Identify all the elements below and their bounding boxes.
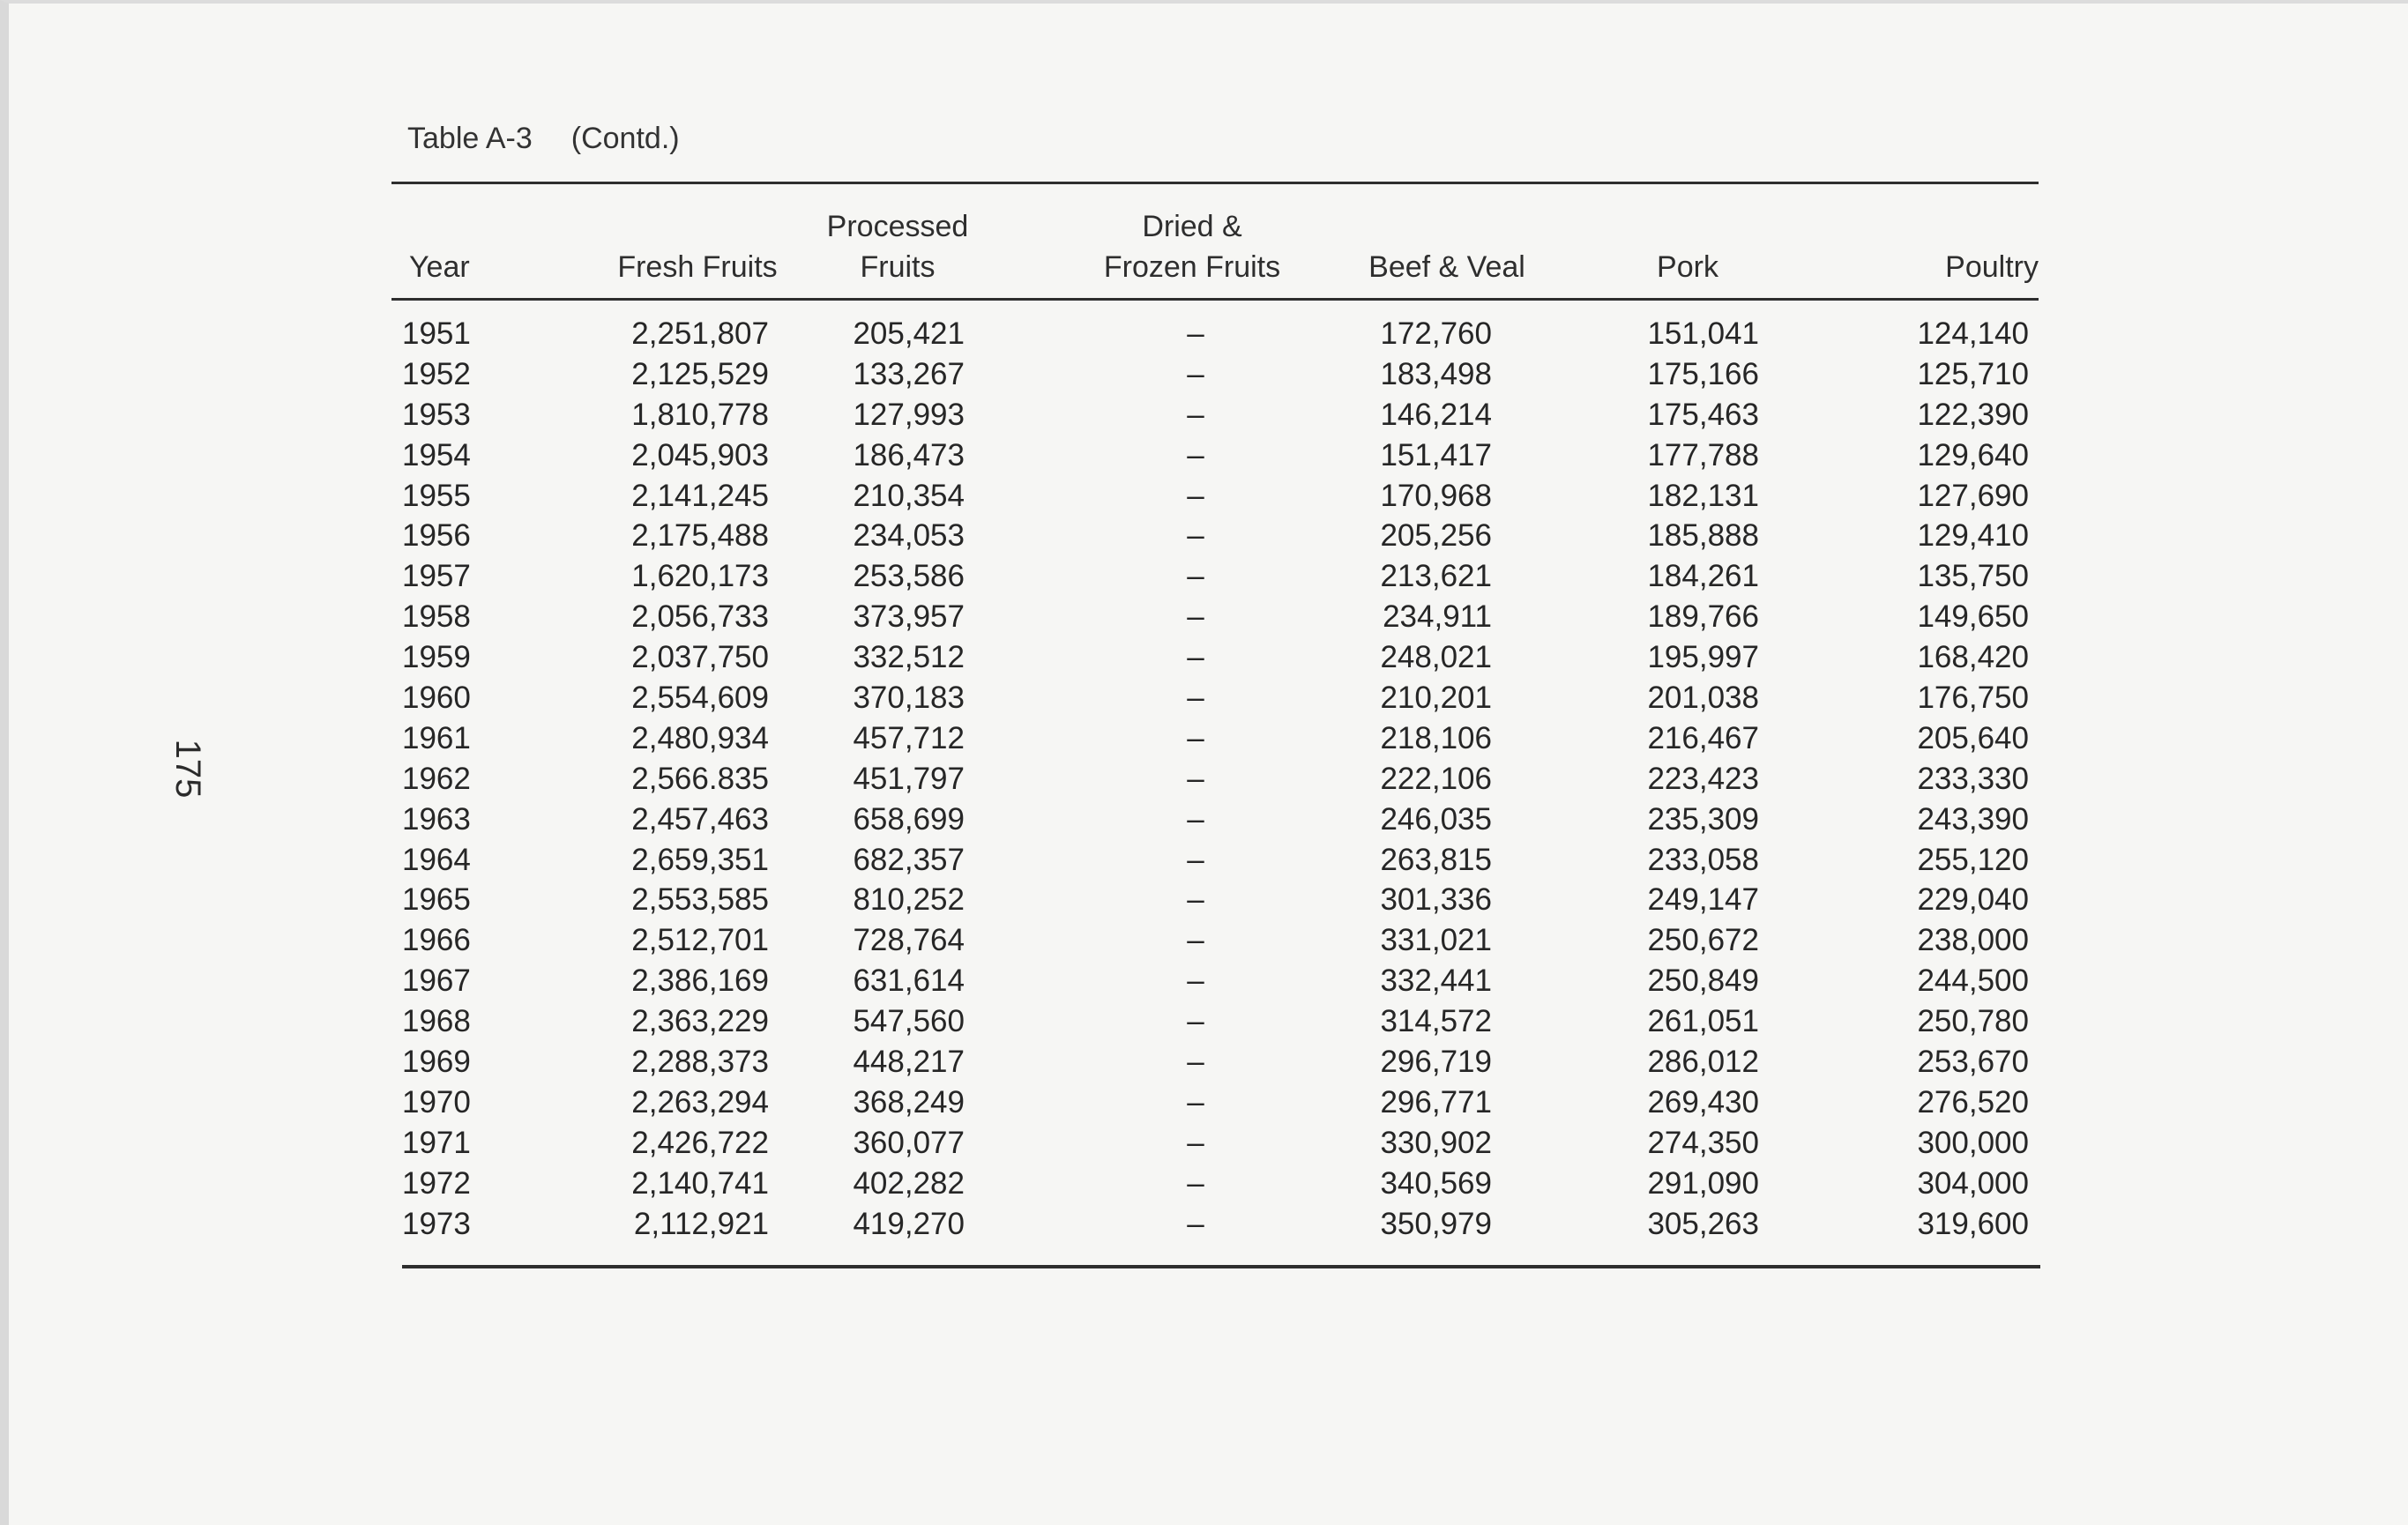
table-row xyxy=(9,597,2408,637)
cell-dried-frozen-fruits: – xyxy=(1187,397,1204,432)
cell-pork: 151,041 xyxy=(1647,316,1759,351)
table-row xyxy=(9,1204,2408,1245)
cell-processed-fruits: 451,797 xyxy=(853,761,965,796)
cell-year: 1971 xyxy=(402,1125,471,1160)
table-row xyxy=(9,961,2408,1001)
cell-poultry: 253,670 xyxy=(1917,1045,2029,1080)
cell-fresh-fruits: 2,140,741 xyxy=(631,1165,769,1201)
cell-beef-veal: 263,815 xyxy=(1380,842,1492,877)
cell-year: 1966 xyxy=(402,923,471,958)
cell-year: 1972 xyxy=(402,1165,471,1201)
cell-pork: 182,131 xyxy=(1647,478,1759,513)
cell-fresh-fruits: 2,037,750 xyxy=(631,640,769,675)
cell-fresh-fruits: 2,056,733 xyxy=(631,599,769,635)
cell-beef-veal: 218,106 xyxy=(1380,720,1492,755)
cell-poultry: 243,390 xyxy=(1917,801,2029,837)
table-top-rule xyxy=(391,182,2039,184)
cell-dried-frozen-fruits: – xyxy=(1187,1004,1204,1039)
table-label: Table A-3 xyxy=(407,122,533,155)
cell-processed-fruits: 631,614 xyxy=(853,963,965,999)
cell-dried-frozen-fruits: – xyxy=(1187,437,1204,472)
cell-processed-fruits: 360,077 xyxy=(853,1125,965,1160)
cell-pork: 223,423 xyxy=(1647,761,1759,796)
cell-poultry: 205,640 xyxy=(1917,720,2029,755)
cell-pork: 250,849 xyxy=(1647,963,1759,999)
header-year: Year xyxy=(409,250,470,284)
table-row xyxy=(9,516,2408,556)
cell-processed-fruits: 253,586 xyxy=(853,559,965,594)
table-row xyxy=(9,1164,2408,1204)
cell-processed-fruits: 728,764 xyxy=(853,923,965,958)
cell-processed-fruits: 205,421 xyxy=(853,316,965,351)
cell-year: 1957 xyxy=(402,559,471,594)
header-processed-fruits-line2: Fruits xyxy=(860,250,936,284)
table-row xyxy=(9,354,2408,395)
cell-year: 1959 xyxy=(402,640,471,675)
cell-poultry: 300,000 xyxy=(1917,1125,2029,1160)
cell-pork: 175,463 xyxy=(1647,397,1759,432)
cell-dried-frozen-fruits: – xyxy=(1187,923,1204,958)
cell-pork: 269,430 xyxy=(1647,1084,1759,1120)
cell-dried-frozen-fruits: – xyxy=(1187,681,1204,716)
cell-year: 1973 xyxy=(402,1206,471,1241)
cell-beef-veal: 234,911 xyxy=(1383,599,1492,635)
cell-processed-fruits: 658,699 xyxy=(853,801,965,837)
cell-beef-veal: 172,760 xyxy=(1380,316,1492,351)
cell-processed-fruits: 419,270 xyxy=(853,1206,965,1241)
table-row xyxy=(9,840,2408,881)
table-body xyxy=(9,314,2408,1244)
cell-fresh-fruits: 1,810,778 xyxy=(631,397,769,432)
cell-pork: 189,766 xyxy=(1647,599,1759,635)
header-poultry: Poultry xyxy=(1945,250,2039,284)
table-contd-label: (Contd.) xyxy=(570,122,680,155)
cell-poultry: 135,750 xyxy=(1917,559,2029,594)
cell-dried-frozen-fruits: – xyxy=(1187,559,1204,594)
cell-year: 1968 xyxy=(402,1004,471,1039)
cell-processed-fruits: 370,183 xyxy=(853,681,965,716)
cell-processed-fruits: 186,473 xyxy=(853,437,965,472)
cell-year: 1963 xyxy=(402,801,471,837)
cell-fresh-fruits: 2,263,294 xyxy=(631,1084,769,1120)
cell-dried-frozen-fruits: – xyxy=(1187,1045,1204,1080)
cell-year: 1970 xyxy=(402,1084,471,1120)
cell-dried-frozen-fruits: – xyxy=(1187,1084,1204,1120)
cell-fresh-fruits: 2,141,245 xyxy=(631,478,769,513)
cell-fresh-fruits: 2,251,807 xyxy=(631,316,769,351)
cell-pork: 233,058 xyxy=(1647,842,1759,877)
cell-pork: 305,263 xyxy=(1647,1206,1759,1241)
cell-pork: 250,672 xyxy=(1647,923,1759,958)
cell-fresh-fruits: 2,480,934 xyxy=(631,720,769,755)
header-dried-frozen-line1: Dried & xyxy=(1142,210,1242,243)
cell-poultry: 244,500 xyxy=(1917,963,2029,999)
cell-fresh-fruits: 2,386,169 xyxy=(631,963,769,999)
cell-poultry: 124,140 xyxy=(1917,316,2029,351)
cell-fresh-fruits: 2,045,903 xyxy=(631,437,769,472)
cell-fresh-fruits: 2,457,463 xyxy=(631,801,769,837)
cell-dried-frozen-fruits: – xyxy=(1187,316,1204,351)
cell-fresh-fruits: 2,566.835 xyxy=(631,761,769,796)
cell-poultry: 229,040 xyxy=(1917,882,2029,918)
cell-beef-veal: 246,035 xyxy=(1380,801,1492,837)
cell-pork: 249,147 xyxy=(1647,882,1759,918)
cell-beef-veal: 210,201 xyxy=(1380,681,1492,716)
cell-beef-veal: 330,902 xyxy=(1380,1125,1492,1160)
cell-poultry: 129,410 xyxy=(1917,518,2029,554)
cell-year: 1953 xyxy=(402,397,471,432)
cell-dried-frozen-fruits: – xyxy=(1187,761,1204,796)
cell-poultry: 127,690 xyxy=(1917,478,2029,513)
cell-fresh-fruits: 2,175,488 xyxy=(631,518,769,554)
table-bottom-rule xyxy=(402,1265,2040,1268)
cell-pork: 235,309 xyxy=(1647,801,1759,837)
cell-poultry: 122,390 xyxy=(1917,397,2029,432)
cell-poultry: 319,600 xyxy=(1917,1206,2029,1241)
table-row xyxy=(9,395,2408,435)
cell-fresh-fruits: 2,426,722 xyxy=(631,1125,769,1160)
cell-beef-veal: 301,336 xyxy=(1380,882,1492,918)
cell-beef-veal: 151,417 xyxy=(1380,437,1492,472)
cell-beef-veal: 222,106 xyxy=(1380,761,1492,796)
cell-pork: 274,350 xyxy=(1647,1125,1759,1160)
cell-pork: 185,888 xyxy=(1647,518,1759,554)
cell-dried-frozen-fruits: – xyxy=(1187,640,1204,675)
page-number: 175 xyxy=(168,739,207,799)
cell-processed-fruits: 682,357 xyxy=(853,842,965,877)
cell-year: 1964 xyxy=(402,842,471,877)
cell-processed-fruits: 457,712 xyxy=(853,720,965,755)
cell-beef-veal: 248,021 xyxy=(1380,640,1492,675)
cell-fresh-fruits: 2,659,351 xyxy=(631,842,769,877)
table-row xyxy=(9,314,2408,354)
cell-poultry: 176,750 xyxy=(1917,681,2029,716)
table-row xyxy=(9,556,2408,597)
cell-dried-frozen-fruits: – xyxy=(1187,720,1204,755)
cell-beef-veal: 314,572 xyxy=(1380,1004,1492,1039)
cell-dried-frozen-fruits: – xyxy=(1187,518,1204,554)
cell-processed-fruits: 448,217 xyxy=(853,1045,965,1080)
header-processed-fruits-line1: Processed xyxy=(826,210,969,243)
cell-processed-fruits: 373,957 xyxy=(853,599,965,635)
cell-pork: 195,997 xyxy=(1647,640,1759,675)
cell-beef-veal: 296,719 xyxy=(1380,1045,1492,1080)
header-beef-veal: Beef & Veal xyxy=(1368,250,1525,284)
cell-pork: 286,012 xyxy=(1647,1045,1759,1080)
cell-poultry: 304,000 xyxy=(1917,1165,2029,1201)
cell-poultry: 233,330 xyxy=(1917,761,2029,796)
table-row xyxy=(9,880,2408,920)
cell-dried-frozen-fruits: – xyxy=(1187,1206,1204,1241)
cell-dried-frozen-fruits: – xyxy=(1187,963,1204,999)
cell-poultry: 276,520 xyxy=(1917,1084,2029,1120)
cell-year: 1955 xyxy=(402,478,471,513)
cell-fresh-fruits: 2,553,585 xyxy=(631,882,769,918)
cell-year: 1952 xyxy=(402,356,471,391)
table-caption xyxy=(407,122,680,156)
cell-pork: 177,788 xyxy=(1647,437,1759,472)
cell-fresh-fruits: 2,125,529 xyxy=(631,356,769,391)
cell-pork: 261,051 xyxy=(1647,1004,1759,1039)
cell-poultry: 125,710 xyxy=(1917,356,2029,391)
cell-year: 1956 xyxy=(402,518,471,554)
table-row xyxy=(9,1042,2408,1082)
cell-pork: 201,038 xyxy=(1647,681,1759,716)
cell-poultry: 255,120 xyxy=(1917,842,2029,877)
cell-fresh-fruits: 2,554,609 xyxy=(631,681,769,716)
table-row xyxy=(9,800,2408,840)
cell-processed-fruits: 234,053 xyxy=(853,518,965,554)
cell-processed-fruits: 332,512 xyxy=(853,640,965,675)
cell-year: 1954 xyxy=(402,437,471,472)
cell-year: 1965 xyxy=(402,882,471,918)
cell-processed-fruits: 210,354 xyxy=(853,478,965,513)
cell-beef-veal: 296,771 xyxy=(1380,1084,1492,1120)
cell-dried-frozen-fruits: – xyxy=(1187,882,1204,918)
table-row xyxy=(9,718,2408,759)
cell-dried-frozen-fruits: – xyxy=(1187,1165,1204,1201)
cell-beef-veal: 350,979 xyxy=(1380,1206,1492,1241)
cell-poultry: 168,420 xyxy=(1917,640,2029,675)
header-pork: Pork xyxy=(1657,250,1718,284)
cell-dried-frozen-fruits: – xyxy=(1187,1125,1204,1160)
cell-poultry: 238,000 xyxy=(1917,923,2029,958)
header-bottom-rule xyxy=(391,298,2039,301)
cell-dried-frozen-fruits: – xyxy=(1187,842,1204,877)
cell-year: 1962 xyxy=(402,761,471,796)
cell-poultry: 129,640 xyxy=(1917,437,2029,472)
cell-dried-frozen-fruits: – xyxy=(1187,801,1204,837)
table-row xyxy=(9,920,2408,961)
cell-beef-veal: 170,968 xyxy=(1380,478,1492,513)
table-row xyxy=(9,1001,2408,1042)
cell-dried-frozen-fruits: – xyxy=(1187,599,1204,635)
cell-dried-frozen-fruits: – xyxy=(1187,478,1204,513)
cell-processed-fruits: 133,267 xyxy=(853,356,965,391)
cell-pork: 184,261 xyxy=(1647,559,1759,594)
cell-beef-veal: 340,569 xyxy=(1380,1165,1492,1201)
cell-fresh-fruits: 2,363,229 xyxy=(631,1004,769,1039)
cell-processed-fruits: 402,282 xyxy=(853,1165,965,1201)
cell-fresh-fruits: 1,620,173 xyxy=(631,559,769,594)
cell-year: 1951 xyxy=(402,316,471,351)
header-dried-frozen-line2: Frozen Fruits xyxy=(1103,250,1281,284)
table-row xyxy=(9,637,2408,678)
table-row xyxy=(9,678,2408,718)
cell-processed-fruits: 547,560 xyxy=(853,1004,965,1039)
cell-beef-veal: 331,021 xyxy=(1380,923,1492,958)
cell-dried-frozen-fruits: – xyxy=(1187,356,1204,391)
cell-year: 1969 xyxy=(402,1045,471,1080)
table-row xyxy=(9,1123,2408,1164)
cell-year: 1961 xyxy=(402,720,471,755)
table-row xyxy=(9,759,2408,800)
cell-poultry: 149,650 xyxy=(1917,599,2029,635)
cell-processed-fruits: 368,249 xyxy=(853,1084,965,1120)
cell-beef-veal: 146,214 xyxy=(1380,397,1492,432)
cell-fresh-fruits: 2,288,373 xyxy=(631,1045,769,1080)
table-row xyxy=(9,1082,2408,1123)
table-row xyxy=(9,435,2408,476)
cell-fresh-fruits: 2,512,701 xyxy=(631,923,769,958)
cell-beef-veal: 205,256 xyxy=(1380,518,1492,554)
cell-beef-veal: 213,621 xyxy=(1380,559,1492,594)
cell-pork: 216,467 xyxy=(1647,720,1759,755)
cell-year: 1967 xyxy=(402,963,471,999)
cell-beef-veal: 332,441 xyxy=(1380,963,1492,999)
cell-pork: 291,090 xyxy=(1647,1165,1759,1201)
cell-year: 1960 xyxy=(402,681,471,716)
cell-processed-fruits: 127,993 xyxy=(853,397,965,432)
cell-fresh-fruits: 2,112,921 xyxy=(633,1206,769,1241)
table-row xyxy=(9,476,2408,517)
cell-beef-veal: 183,498 xyxy=(1380,356,1492,391)
header-fresh-fruits: Fresh Fruits xyxy=(617,250,778,284)
cell-poultry: 250,780 xyxy=(1917,1004,2029,1039)
cell-year: 1958 xyxy=(402,599,471,635)
cell-pork: 175,166 xyxy=(1647,356,1759,391)
cell-processed-fruits: 810,252 xyxy=(853,882,965,918)
